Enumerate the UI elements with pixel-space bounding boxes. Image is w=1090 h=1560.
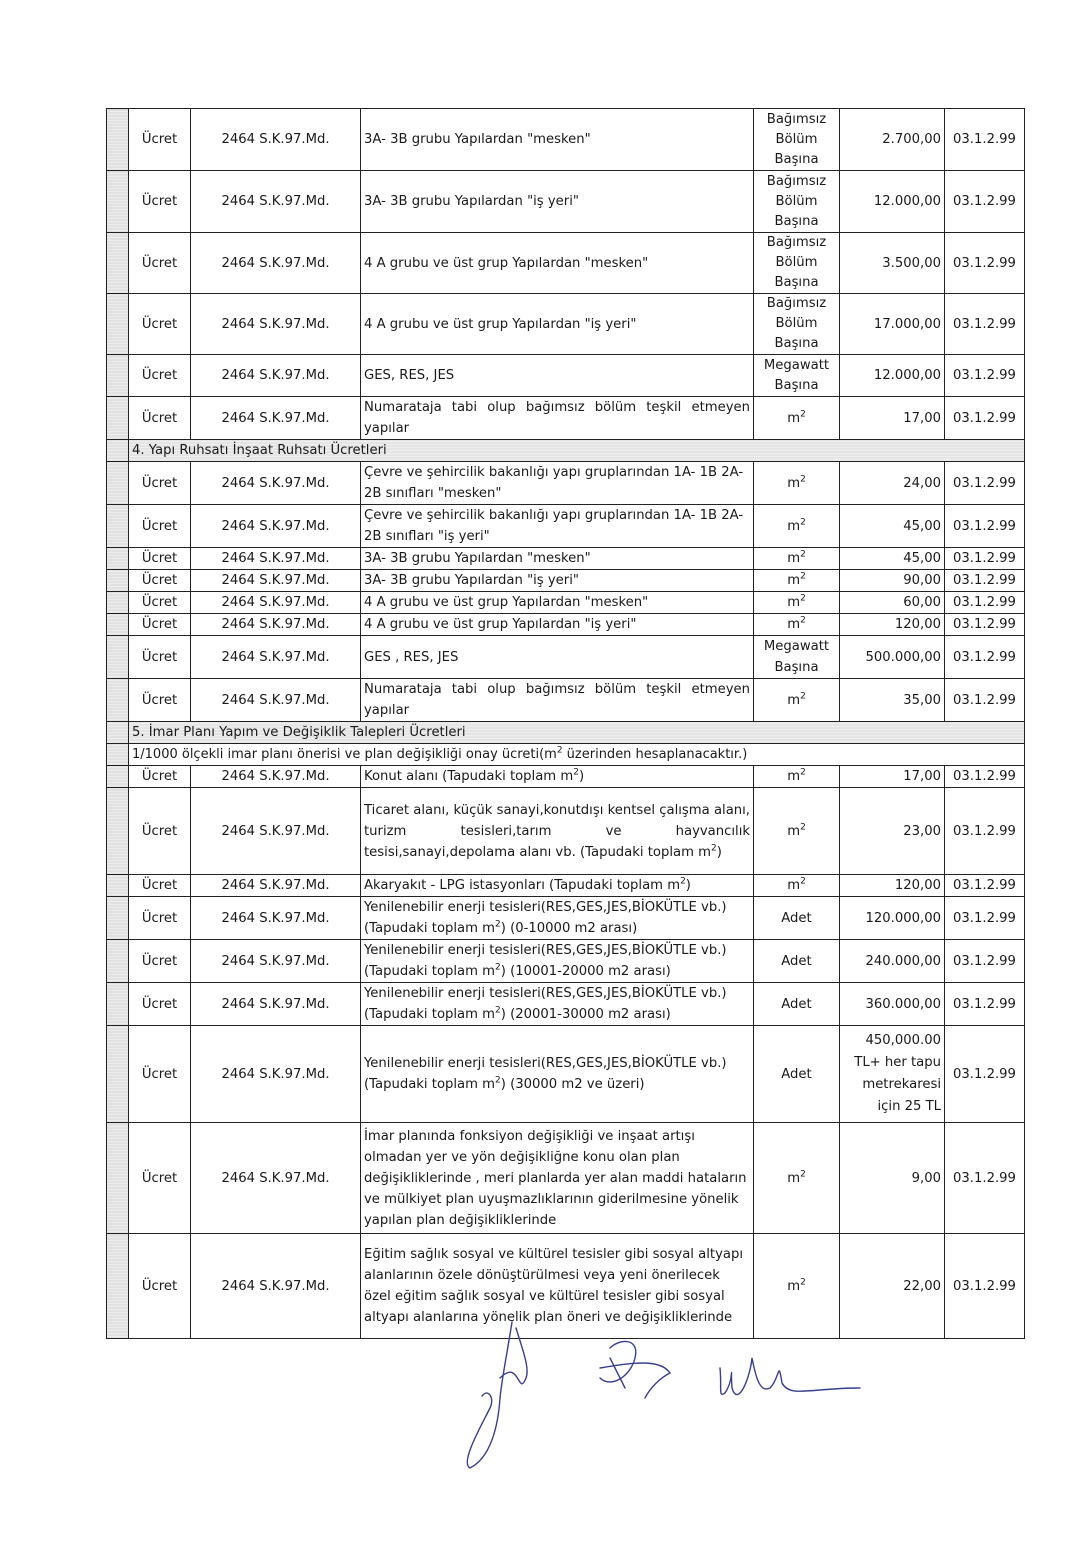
signature-3 <box>720 1358 860 1395</box>
revenue-code: 03.1.2.99 <box>945 983 1025 1026</box>
signature-2 <box>600 1341 670 1398</box>
fee-description: Yenilenebilir enerji tesisleri(RES,GES,JES,BİOKÜTLE vb.) (Tapudaki toplam $m^2$) (20001-30000 m2 arası) <box>361 983 754 1026</box>
fee-amount: 35,00 <box>840 679 945 722</box>
fee-unit: $m^2$ <box>754 548 840 570</box>
fee-unit: Adet <box>754 940 840 983</box>
fee-type: Ücret <box>129 233 191 294</box>
row-shading <box>107 722 129 744</box>
section-title: 4. Yapı Ruhsatı İnşaat Ruhsatı Ücretleri <box>129 440 1025 462</box>
section-title: 5. İmar Planı Yapım ve Değişiklik Talepleri Ücretleri <box>129 722 1025 744</box>
fee-amount: 360.000,00 <box>840 983 945 1026</box>
row-shading <box>107 679 129 722</box>
revenue-code: 03.1.2.99 <box>945 294 1025 355</box>
law-reference: 2464 S.K.97.Md. <box>191 614 361 636</box>
revenue-code: 03.1.2.99 <box>945 1026 1025 1123</box>
fee-amount: 240.000,00 <box>840 940 945 983</box>
law-reference: 2464 S.K.97.Md. <box>191 1123 361 1234</box>
revenue-code: 03.1.2.99 <box>945 548 1025 570</box>
row-shading <box>107 592 129 614</box>
fee-amount: 23,00 <box>840 788 945 875</box>
fee-type: Ücret <box>129 109 191 171</box>
law-reference: 2464 S.K.97.Md. <box>191 636 361 679</box>
row-shading <box>107 397 129 440</box>
section-header <box>107 440 1025 462</box>
law-reference: 2464 S.K.97.Md. <box>191 788 361 875</box>
revenue-code: 03.1.2.99 <box>945 788 1025 875</box>
fee-unit: Bağımsız Bölüm Başına <box>754 109 840 171</box>
fee-type: Ücret <box>129 679 191 722</box>
fee-amount: 60,00 <box>840 592 945 614</box>
revenue-code: 03.1.2.99 <box>945 940 1025 983</box>
fee-description: Numarataja tabi olup bağımsız bölüm teşkil etmeyen yapılar <box>361 679 754 722</box>
fee-amount: 120,00 <box>840 875 945 897</box>
fee-unit: $m^2$ <box>754 570 840 592</box>
fee-description: Akaryakıt - LPG istasyonları (Tapudaki toplam $m^2$) <box>361 875 754 897</box>
revenue-code: 03.1.2.99 <box>945 875 1025 897</box>
fee-unit: $m^2$ <box>754 766 840 788</box>
fee-amount: 17,00 <box>840 397 945 440</box>
fee-type: Ücret <box>129 897 191 940</box>
signature-1 <box>467 1322 527 1468</box>
fee-description: Konut alanı (Tapudaki toplam $m^2$) <box>361 766 754 788</box>
fee-amount: 500.000,00 <box>840 636 945 679</box>
revenue-code: 03.1.2.99 <box>945 897 1025 940</box>
row-shading <box>107 875 129 897</box>
law-reference: 2464 S.K.97.Md. <box>191 875 361 897</box>
fee-type: Ücret <box>129 636 191 679</box>
fee-type: Ücret <box>129 294 191 355</box>
fee-description: İmar planında fonksiyon değişikliği ve inşaat artışı olmadan yer ve yön değişikliğne konu olan plan değişikliklerinde , meri planlarda yer alan maddi hataların ve mülkiyet plan uyuşmazlıklarının giderilmesine yönelik yapılan plan değişikliklerinde <box>361 1123 754 1234</box>
revenue-code: 03.1.2.99 <box>945 462 1025 505</box>
fee-amount: 17.000,00 <box>840 294 945 355</box>
fee-amount: 3.500,00 <box>840 233 945 294</box>
revenue-code: 03.1.2.99 <box>945 766 1025 788</box>
fee-unit: $m^2$ <box>754 875 840 897</box>
revenue-code: 03.1.2.99 <box>945 1234 1025 1339</box>
fee-table <box>106 108 1025 1339</box>
law-reference: 2464 S.K.97.Md. <box>191 355 361 397</box>
fee-amount: 45,00 <box>840 505 945 548</box>
fee-unit: Megawatt Başına <box>754 636 840 679</box>
fee-unit: $m^2$ <box>754 1123 840 1234</box>
fee-description: Numarataja tabi olup bağımsız bölüm teşkil etmeyen yapılar <box>361 397 754 440</box>
row-shading <box>107 171 129 233</box>
law-reference: 2464 S.K.97.Md. <box>191 1026 361 1123</box>
fee-amount: 12.000,00 <box>840 171 945 233</box>
fee-unit: $m^2$ <box>754 679 840 722</box>
row-shading <box>107 355 129 397</box>
table-row <box>107 940 1025 983</box>
table-row <box>107 548 1025 570</box>
law-reference: 2464 S.K.97.Md. <box>191 1234 361 1339</box>
fee-description: 4 A grubu ve üst grup Yapılardan "iş yeri" <box>361 294 754 355</box>
row-shading <box>107 766 129 788</box>
fee-amount: 450,000.00 TL+ her tapu metrekaresi için 25 TL <box>840 1026 945 1123</box>
section-note-row <box>107 744 1025 766</box>
row-shading <box>107 1026 129 1123</box>
revenue-code: 03.1.2.99 <box>945 355 1025 397</box>
law-reference: 2464 S.K.97.Md. <box>191 462 361 505</box>
table-row <box>107 592 1025 614</box>
fee-amount: 45,00 <box>840 548 945 570</box>
signatures <box>460 1318 880 1478</box>
law-reference: 2464 S.K.97.Md. <box>191 570 361 592</box>
fee-description: Çevre ve şehircilik bakanlığı yapı gruplarından 1A- 1B 2A-2B sınıfları "mesken" <box>361 462 754 505</box>
table-row <box>107 505 1025 548</box>
row-shading <box>107 983 129 1026</box>
revenue-code: 03.1.2.99 <box>945 570 1025 592</box>
fee-description: 3A- 3B grubu Yapılardan "mesken" <box>361 548 754 570</box>
fee-unit: Adet <box>754 897 840 940</box>
row-shading <box>107 505 129 548</box>
table-row <box>107 636 1025 679</box>
revenue-code: 03.1.2.99 <box>945 614 1025 636</box>
fee-unit: $m^2$ <box>754 592 840 614</box>
row-shading <box>107 440 129 462</box>
fee-type: Ücret <box>129 1123 191 1234</box>
fee-type: Ücret <box>129 614 191 636</box>
fee-amount: 120,00 <box>840 614 945 636</box>
law-reference: 2464 S.K.97.Md. <box>191 397 361 440</box>
revenue-code: 03.1.2.99 <box>945 109 1025 171</box>
fee-amount: 24,00 <box>840 462 945 505</box>
fee-description: 4 A grubu ve üst grup Yapılardan "mesken" <box>361 592 754 614</box>
fee-type: Ücret <box>129 766 191 788</box>
revenue-code: 03.1.2.99 <box>945 679 1025 722</box>
fee-amount: 22,00 <box>840 1234 945 1339</box>
fee-description: GES, RES, JES <box>361 355 754 397</box>
table-row <box>107 397 1025 440</box>
fee-amount: 12.000,00 <box>840 355 945 397</box>
row-shading <box>107 788 129 875</box>
revenue-code: 03.1.2.99 <box>945 505 1025 548</box>
row-shading <box>107 614 129 636</box>
row-shading <box>107 744 129 766</box>
fee-description: Yenilenebilir enerji tesisleri(RES,GES,JES,BİOKÜTLE vb.) (Tapudaki toplam $m^2$) (0-10000 m2 arası) <box>361 897 754 940</box>
fee-description: Çevre ve şehircilik bakanlığı yapı gruplarından 1A- 1B 2A-2B sınıfları "iş yeri" <box>361 505 754 548</box>
fee-description: 3A- 3B grubu Yapılardan "iş yeri" <box>361 570 754 592</box>
revenue-code: 03.1.2.99 <box>945 592 1025 614</box>
table-row <box>107 788 1025 875</box>
fee-type: Ücret <box>129 875 191 897</box>
section-note: 1/1000 ölçekli imar planı önerisi ve plan değişikliği onay $ücreti(m^2$ üzerinden hesaplanacaktır.) <box>129 744 1025 766</box>
fee-unit: $m^2$ <box>754 397 840 440</box>
fee-unit: $m^2$ <box>754 462 840 505</box>
row-shading <box>107 940 129 983</box>
law-reference: 2464 S.K.97.Md. <box>191 679 361 722</box>
row-shading <box>107 233 129 294</box>
fee-type: Ücret <box>129 940 191 983</box>
fee-description: Eğitim sağlık sosyal ve kültürel tesisler gibi sosyal altyapı alanlarının özele dönüştürülmesi veya yeni önerilecek özel eğitim sağlık sosyal ve kültürel tesisler gibi sosyal altyapı alanlarına yönelik plan öneri ve değişikliklerinde <box>361 1234 754 1339</box>
table-row <box>107 355 1025 397</box>
table-row <box>107 875 1025 897</box>
fee-description: Yenilenebilir enerji tesisleri(RES,GES,JES,BİOKÜTLE vb.) (Tapudaki toplam $m^2$) (30000 m2 ve üzeri) <box>361 1026 754 1123</box>
law-reference: 2464 S.K.97.Md. <box>191 766 361 788</box>
fee-type: Ücret <box>129 983 191 1026</box>
table-row <box>107 233 1025 294</box>
law-reference: 2464 S.K.97.Md. <box>191 294 361 355</box>
table-row <box>107 614 1025 636</box>
fee-unit: Bağımsız Bölüm Başına <box>754 294 840 355</box>
fee-type: Ücret <box>129 171 191 233</box>
section-header <box>107 722 1025 744</box>
fee-type: Ücret <box>129 462 191 505</box>
fee-type: Ücret <box>129 570 191 592</box>
fee-description: Ticaret alanı, küçük sanayi,konutdışı kentsel çalışma alanı, turizm tesisleri,tarım ve hayvancılık tesisi,sanayi,depolama alanı vb. (Tapudaki toplam $m^2$) <box>361 788 754 875</box>
revenue-code: 03.1.2.99 <box>945 233 1025 294</box>
row-shading <box>107 570 129 592</box>
fee-type: Ücret <box>129 1234 191 1339</box>
law-reference: 2464 S.K.97.Md. <box>191 233 361 294</box>
table-row <box>107 570 1025 592</box>
fee-unit: $m^2$ <box>754 505 840 548</box>
fee-unit: Megawatt Başına <box>754 355 840 397</box>
revenue-code: 03.1.2.99 <box>945 171 1025 233</box>
fee-unit: $m^2$ <box>754 1234 840 1339</box>
fee-unit: Adet <box>754 983 840 1026</box>
row-shading <box>107 109 129 171</box>
table-row <box>107 1026 1025 1123</box>
revenue-code: 03.1.2.99 <box>945 636 1025 679</box>
law-reference: 2464 S.K.97.Md. <box>191 897 361 940</box>
table-row <box>107 462 1025 505</box>
fee-unit: $m^2$ <box>754 788 840 875</box>
table-row <box>107 294 1025 355</box>
fee-description: 3A- 3B grubu Yapılardan "iş yeri" <box>361 171 754 233</box>
law-reference: 2464 S.K.97.Md. <box>191 505 361 548</box>
fee-description: 4 A grubu ve üst grup Yapılardan "mesken" <box>361 233 754 294</box>
fee-unit: $m^2$ <box>754 614 840 636</box>
table-row <box>107 897 1025 940</box>
revenue-code: 03.1.2.99 <box>945 1123 1025 1234</box>
fee-amount: 2.700,00 <box>840 109 945 171</box>
fee-description: 3A- 3B grubu Yapılardan "mesken" <box>361 109 754 171</box>
fee-type: Ücret <box>129 397 191 440</box>
row-shading <box>107 1234 129 1339</box>
revenue-code: 03.1.2.99 <box>945 397 1025 440</box>
row-shading <box>107 636 129 679</box>
table-row <box>107 766 1025 788</box>
fee-type: Ücret <box>129 592 191 614</box>
row-shading <box>107 462 129 505</box>
row-shading <box>107 897 129 940</box>
fee-amount: 9,00 <box>840 1123 945 1234</box>
law-reference: 2464 S.K.97.Md. <box>191 109 361 171</box>
row-shading <box>107 548 129 570</box>
fee-amount: 90,00 <box>840 570 945 592</box>
law-reference: 2464 S.K.97.Md. <box>191 171 361 233</box>
fee-amount: 120.000,00 <box>840 897 945 940</box>
table-row <box>107 109 1025 171</box>
fee-description: 4 A grubu ve üst grup Yapılardan "iş yeri" <box>361 614 754 636</box>
row-shading <box>107 294 129 355</box>
fee-type: Ücret <box>129 1026 191 1123</box>
law-reference: 2464 S.K.97.Md. <box>191 940 361 983</box>
fee-unit: Adet <box>754 1026 840 1123</box>
fee-amount: 17,00 <box>840 766 945 788</box>
fee-type: Ücret <box>129 505 191 548</box>
row-shading <box>107 1123 129 1234</box>
fee-type: Ücret <box>129 355 191 397</box>
fee-type: Ücret <box>129 788 191 875</box>
fee-description: GES , RES, JES <box>361 636 754 679</box>
law-reference: 2464 S.K.97.Md. <box>191 983 361 1026</box>
table-row <box>107 171 1025 233</box>
table-row <box>107 983 1025 1026</box>
fee-unit: Bağımsız Bölüm Başına <box>754 233 840 294</box>
table-row <box>107 679 1025 722</box>
table-row <box>107 1123 1025 1234</box>
law-reference: 2464 S.K.97.Md. <box>191 592 361 614</box>
fee-description: Yenilenebilir enerji tesisleri(RES,GES,JES,BİOKÜTLE vb.) (Tapudaki toplam $m^2$) (10001-20000 m2 arası) <box>361 940 754 983</box>
fee-unit: Bağımsız Bölüm Başına <box>754 171 840 233</box>
fee-type: Ücret <box>129 548 191 570</box>
law-reference: 2464 S.K.97.Md. <box>191 548 361 570</box>
